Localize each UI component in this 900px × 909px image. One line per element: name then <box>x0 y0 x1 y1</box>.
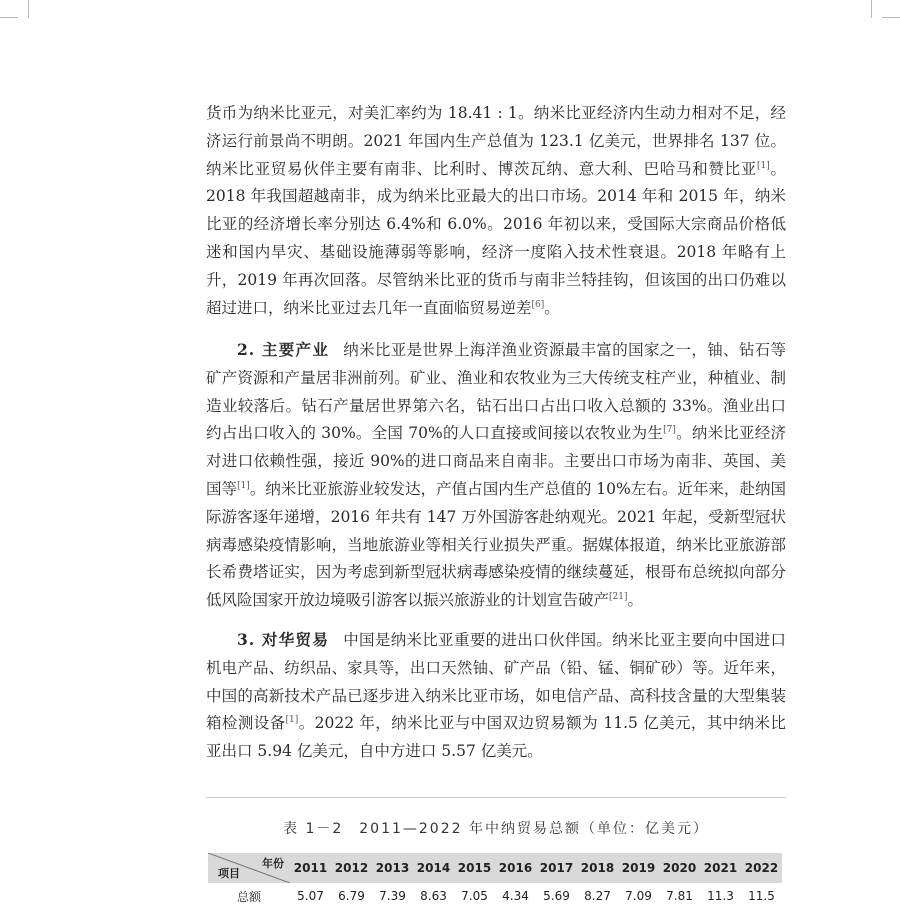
year-header: 2020 <box>662 861 697 875</box>
year-header: 2012 <box>334 861 369 875</box>
table-cell: 7.05 <box>461 889 488 903</box>
year-header: 2015 <box>457 861 492 875</box>
table-cell: 8.63 <box>420 889 447 903</box>
citation-ref: [1] <box>757 160 770 171</box>
table-corner-cell <box>208 853 290 883</box>
table-cell: 11.3 <box>707 889 734 903</box>
crop-mark-top-left-vertical <box>28 0 29 18</box>
table-caption: 表 1－2 2011—2022 年中纳贸易总额（单位：亿美元） <box>283 821 709 837</box>
section-divider <box>206 797 786 798</box>
year-header: 2016 <box>498 861 533 875</box>
year-header: 2018 <box>580 861 615 875</box>
year-header: 2013 <box>375 861 410 875</box>
paragraph-text: 。 <box>544 298 560 317</box>
citation-ref: [6] <box>531 299 545 310</box>
year-header: 2011 <box>293 861 328 875</box>
citation-ref: [1] <box>285 715 299 726</box>
table-header-row <box>208 853 782 883</box>
year-header: 2014 <box>416 861 451 875</box>
table-cell: 7.81 <box>666 889 693 903</box>
section-heading-industries: 2. 主要产业 <box>237 340 330 359</box>
table-cell: 6.79 <box>338 889 365 903</box>
table-cell: 4.34 <box>502 889 529 903</box>
paragraph-china-trade <box>206 626 786 766</box>
table-cell: 7.39 <box>379 889 406 903</box>
row-label: 总额 <box>236 889 261 904</box>
citation-ref: [1] <box>237 480 250 491</box>
paragraph-text: 中国是纳米比亚重要的进出口伙伴国。纳米比亚主要向中国进口机电产品、纺织品、家具等，出口天然铀、矿产品（铅、锰、铜矿砂）等。近年来，中国的高新技术产品已逐步进入纳米比亚市场，如电信产品、高科技含量的大型集装箱检测设备 <box>206 631 787 733</box>
trade-volume-table <box>208 853 782 909</box>
year-header: 2019 <box>621 861 656 875</box>
year-header: 2017 <box>539 861 574 875</box>
table-cell: 5.69 <box>543 889 570 903</box>
year-header: 2021 <box>703 861 738 875</box>
corner-label-item: 项目 <box>218 867 240 880</box>
crop-mark-top-right-vertical <box>871 0 872 18</box>
paragraph-currency-economy <box>206 100 786 322</box>
paragraph-text: 货币为纳米比亚元，对美汇率约为 18.41 : 1。纳米比亚经济内生动力相对不足，经济运行前景尚不明朗。2021 年国内生产总值为 123.1 亿美元，世界排名 137 位。纳米比亚贸易伙伴主要有南非、比利时、博茨瓦纳、意大利、巴哈马和赞比亚 <box>206 104 786 178</box>
paragraph-text: 纳米比亚是世界上海洋渔业资源最丰富的国家之一，铀、钻石等矿产资源和产量居非洲前列。矿业、渔业和农牧业为三大传统支柱产业，种植业、制造业较落后。钻石产量居世界第六名，钻石出口占出口收入总额的 33%。渔业出口约占出口收入的 30%。全国 70%的人口直接或间接以农牧业为生 <box>206 341 787 443</box>
table-cell: 11.5 <box>748 889 775 903</box>
citation-ref: [21] <box>609 592 628 603</box>
paragraph-text: 。2022 年，纳米比亚与中国双边贸易额为 11.5 亿美元，其中纳米比亚出口 5.94 亿美元，自中方进口 5.57 亿美元。 <box>206 714 786 761</box>
section-heading-china-trade: 3. 对华贸易 <box>237 630 330 649</box>
table-cell: 8.27 <box>584 889 611 903</box>
citation-ref: [7] <box>663 425 676 436</box>
table-cell: 7.09 <box>625 889 652 903</box>
table-cell: 5.07 <box>297 889 324 903</box>
table-row <box>208 883 782 909</box>
year-header: 2022 <box>744 861 779 875</box>
corner-label-year: 年份 <box>262 857 284 870</box>
trade-table <box>208 853 782 909</box>
paragraph-text: 。纳米比亚经济对进口依赖性强，接近 90%的进口商品来自南非。主要出口市场为南非、英国、美国等 <box>206 424 786 498</box>
crop-mark-top-right-horizontal <box>882 17 900 18</box>
paragraph-text: 。2018 年我国超越南非，成为纳米比亚最大的出口市场。2014 年和 2015 年，纳米比亚的经济增长率分别达 6.4%和 6.0%。2016 年初以来，受国际大宗商品价格低迷和国内旱灾、基础设施薄弱等影响，经济一度陷入技术性衰退。2018 年略有上升，2019 年再次回落。尽管纳米比亚的货币与南非兰特挂钩，但该国的出口仍难以超过进口，纳米比亚过去几年一直面临贸易逆差 <box>206 159 786 317</box>
crop-mark-top-left-horizontal <box>0 17 18 18</box>
paragraph-text: 。纳米比亚旅游业较发达，产值占国内生产总值的 10%左右。近年来，赴纳国际游客逐年递增，2016 年共有 147 万外国游客赴纳观光。2021 年起，受新型冠状病毒感染疫情影响，当地旅游业等相关行业损失严重。据媒体报道，纳米比亚旅游部长希费塔证实，因为考虑到新型冠状病毒感染疫情的继续蔓延，根哥布总统拟向部分低风险国家开放边境吸引游客以振兴旅游业的计划宣告破产 <box>206 479 786 610</box>
paragraph-main-industries <box>206 336 786 615</box>
paragraph-text: 。 <box>627 591 644 610</box>
